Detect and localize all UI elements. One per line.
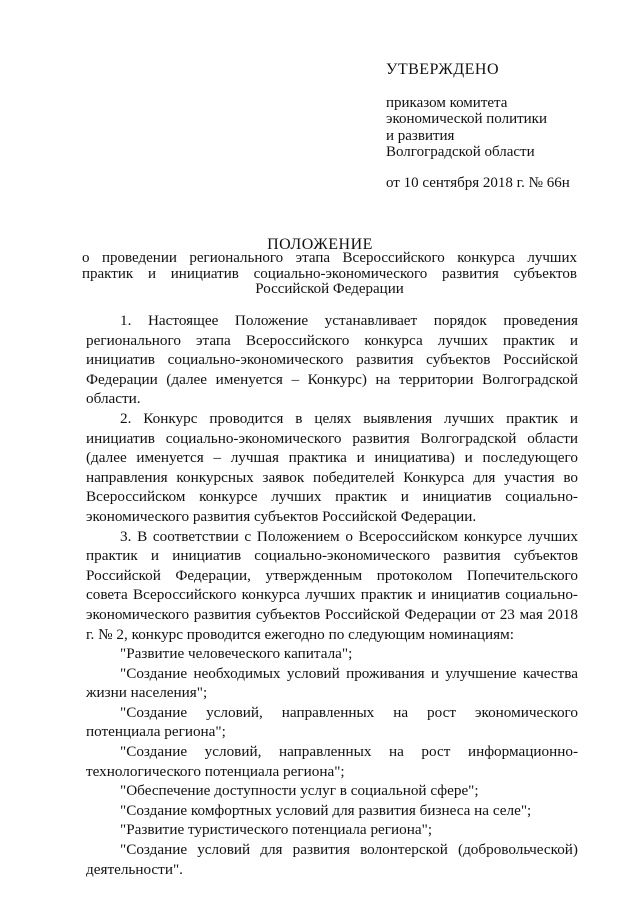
approval-order-line: Волгоградской области bbox=[386, 144, 535, 160]
nomination-item: "Создание условий, направленных на рост информационно-технологического потенциала региона"; bbox=[86, 743, 578, 780]
document-subtitle bbox=[82, 251, 577, 298]
nomination-item: "Развитие туристического потенциала региона"; bbox=[120, 821, 433, 839]
approval-order-line: экономической политики bbox=[386, 111, 548, 127]
approval-order-line: и развития bbox=[386, 127, 455, 144]
paragraph-2: 2. Конкурс проводится в целях выявления лучших практик и инициатив социально-экономического развития Волгоградской области (далее именуется – лучшая практика и инициатива) и последующего направления конкурсных заявок победителей Конкурса для участия во Всероссийском конкурсе лучших практик и инициатив социально-экономического развития субъектов Российской Федерации. bbox=[86, 409, 578, 525]
approval-date: от 10 сентября 2018 г. № 66н bbox=[386, 174, 570, 191]
approval-title: УТВЕРЖДЕНО bbox=[386, 61, 500, 78]
paragraph-3: 3. В соответствии с Положением о Всероссийском конкурсе лучших практик и инициатив социально-экономического развития субъектов Российской Федерации, утвержденным протоколом Попечительского совета Всероссийского конкурса лучших практик и инициатив социально-экономического развития субъектов Российской Федерации от 23 мая 2018 г. № 2, конкурс проводится ежегодно по следующим номинациям: bbox=[86, 527, 578, 643]
nomination-item: "Создание условий для развития волонтерской (добровольческой) деятельности". bbox=[86, 841, 578, 878]
nomination-item: "Создание комфортных условий для развития бизнеса на селе"; bbox=[120, 801, 532, 819]
nomination-item: "Создание условий, направленных на рост экономического потенциала региона"; bbox=[86, 703, 578, 741]
approval-block bbox=[386, 62, 626, 191]
approval-order-line: приказом комитета bbox=[386, 94, 508, 111]
document-body bbox=[86, 311, 578, 879]
nomination-item: "Создание необходимых условий проживания и улучшение качества жизни населения"; bbox=[86, 664, 578, 702]
subtitle-line: Российской Федерации bbox=[255, 281, 404, 297]
subtitle-line: практик и инициатив социально-экономического развития субъектов bbox=[82, 265, 577, 282]
document-title: ПОЛОЖЕНИЕ bbox=[267, 236, 373, 253]
paragraph-1: 1. Настоящее Положение устанавливает порядок проведения регионального этапа Всероссийского конкурса лучших практик и инициатив социально-экономического развития субъектов Российской Федерации (далее именуется – Конкурс) на территории Волгоградской области. bbox=[86, 312, 578, 408]
subtitle-line: о проведении регионального этапа Всероссийского конкурса лучших bbox=[82, 250, 577, 266]
nomination-item: "Обеспечение доступности услуг в социальной сфере"; bbox=[120, 782, 479, 800]
nomination-item: "Развитие человеческого капитала"; bbox=[120, 645, 353, 663]
